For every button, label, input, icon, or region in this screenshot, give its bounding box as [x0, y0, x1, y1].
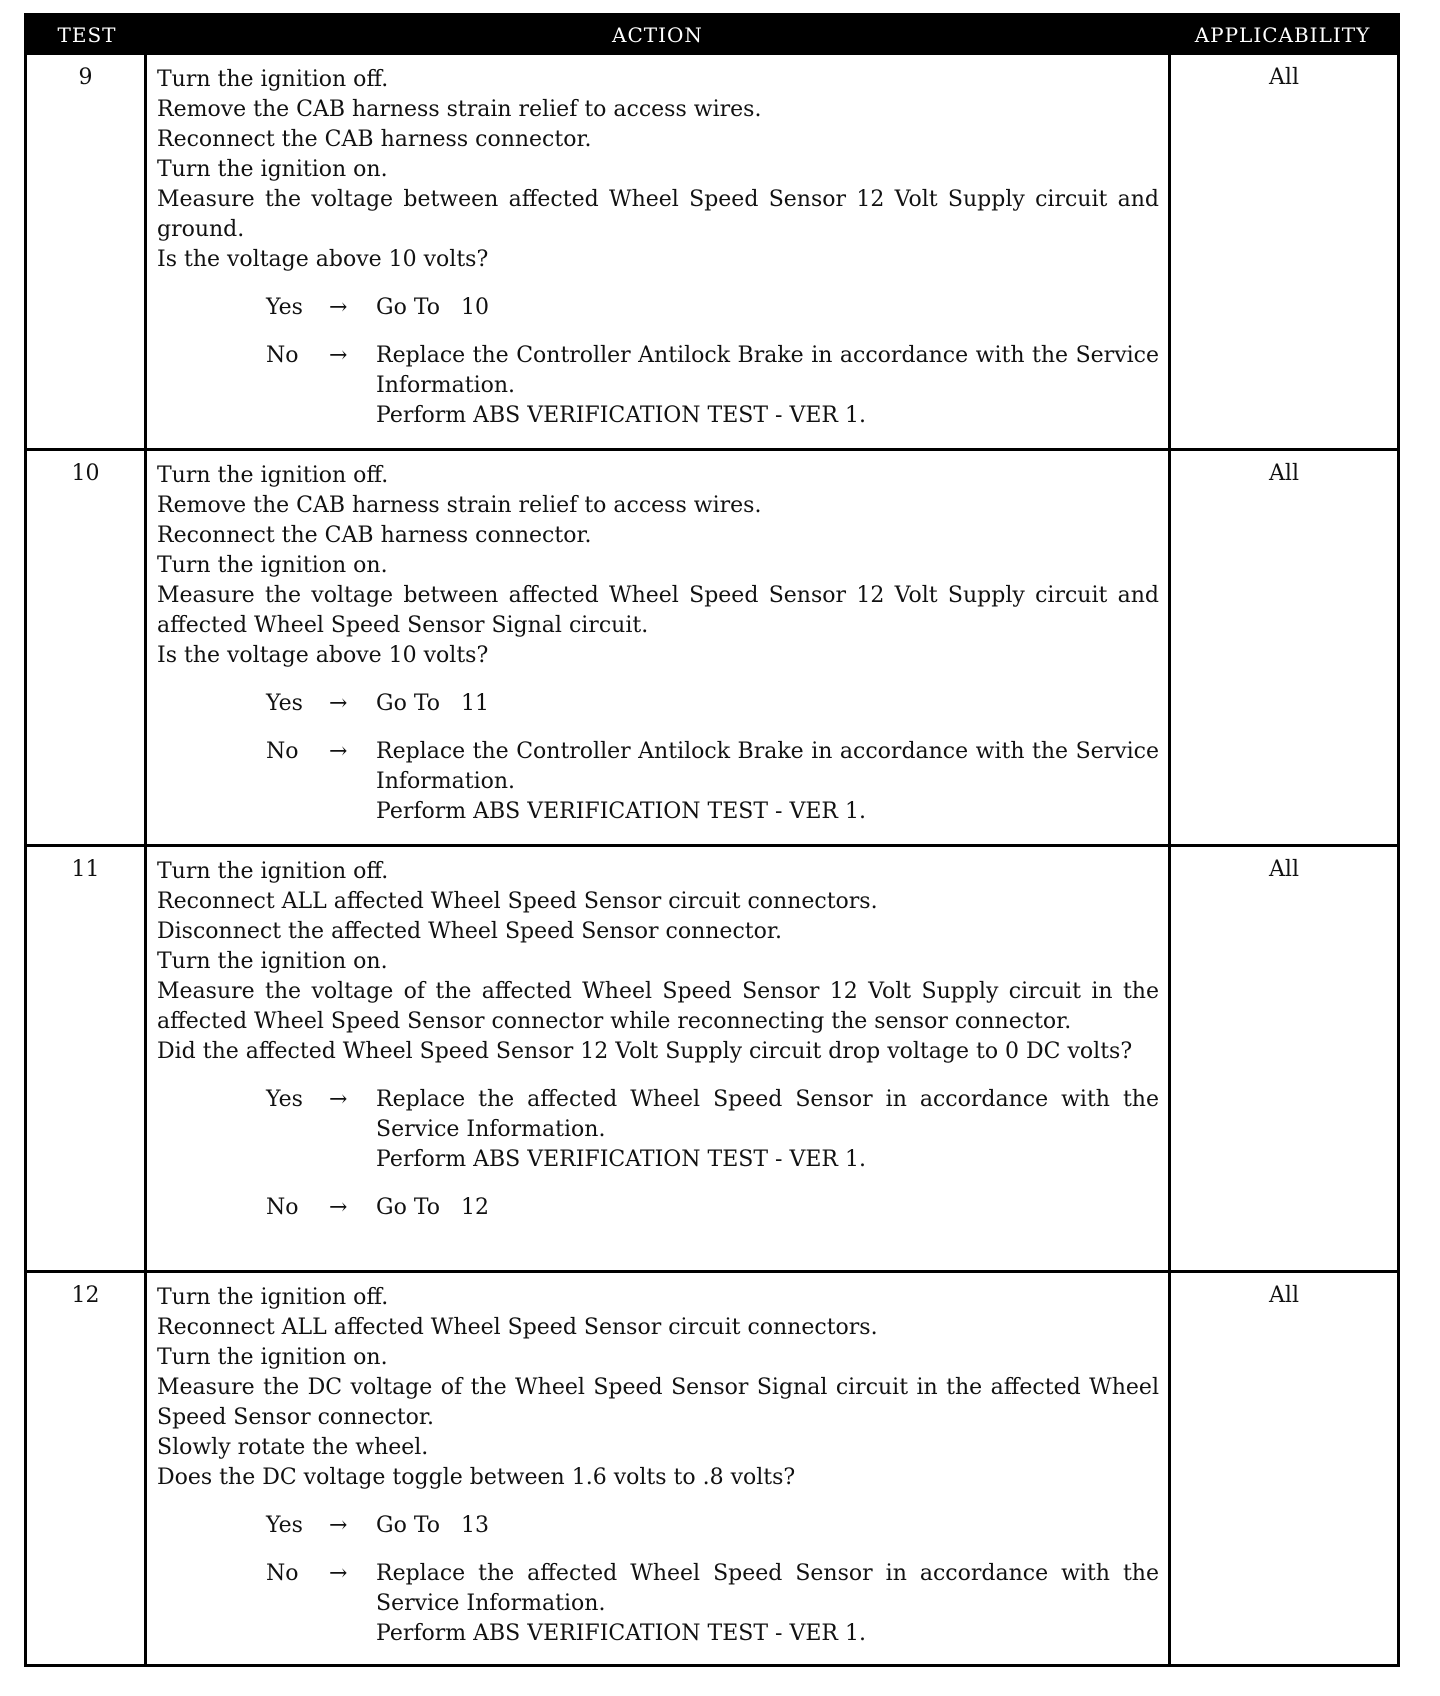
no-result: Perform ABS VERIFICATION TEST - VER 1.: [376, 799, 866, 824]
yes-result: Go To 11: [376, 691, 489, 716]
no-branch: [157, 1559, 1159, 1649]
arrow-icon: →: [329, 1513, 348, 1538]
arrow-icon: →: [329, 1195, 348, 1220]
no-branch: [157, 341, 1159, 431]
step: Reconnect ALL affected Wheel Speed Sensor circuit connectors.: [157, 1315, 878, 1340]
action-cell: [150, 451, 1165, 844]
arrow-icon: →: [329, 739, 348, 764]
step: Reconnect the CAB harness connector.: [157, 523, 592, 548]
applicability-cell: All: [1168, 1273, 1397, 1664]
table-header: [27, 16, 1397, 55]
step: Reconnect the CAB harness connector.: [157, 127, 592, 152]
action-cell: [150, 847, 1165, 1270]
no-label: No: [266, 1195, 299, 1220]
step: Remove the CAB harness strain relief to access wires.: [157, 493, 762, 518]
no-label: No: [266, 739, 299, 764]
step: Disconnect the affected Wheel Speed Sensor connector.: [157, 919, 782, 944]
test-number: 10: [27, 451, 147, 844]
action-cell: [150, 1273, 1165, 1664]
step: Turn the ignition off.: [157, 463, 389, 488]
step: Turn the ignition on.: [157, 1345, 388, 1370]
step: Measure the voltage of the affected Wheel Speed Sensor 12 Volt Supply circuit in the affected Wheel Speed Sensor connector while reconnecting the sensor connector.: [157, 979, 1159, 1034]
yes-result: Go To 10: [376, 295, 489, 320]
step: Is the voltage above 10 volts?: [157, 643, 489, 668]
applicability-cell: All: [1168, 451, 1397, 844]
arrow-icon: →: [329, 1087, 348, 1112]
yes-result: Perform ABS VERIFICATION TEST - VER 1.: [376, 1147, 866, 1172]
applicability-cell: All: [1168, 847, 1397, 1270]
test-number: 12: [27, 1273, 147, 1664]
arrow-icon: →: [329, 691, 348, 716]
yes-label: Yes: [266, 1087, 303, 1112]
header-applicability: APPLICABILITY: [1194, 23, 1371, 47]
no-branch: [157, 1193, 1159, 1223]
yes-branch: [157, 293, 1159, 323]
yes-label: Yes: [266, 1513, 303, 1538]
arrow-icon: →: [329, 1561, 348, 1586]
step: Turn the ignition on.: [157, 157, 388, 182]
yes-result: Go To 13: [376, 1513, 489, 1538]
step: Remove the CAB harness strain relief to access wires.: [157, 97, 762, 122]
applicability-cell: All: [1168, 55, 1397, 448]
yes-label: Yes: [266, 691, 303, 716]
yes-branch: [157, 1511, 1159, 1541]
step: Measure the voltage between affected Wheel Speed Sensor 12 Volt Supply circuit and ground.: [157, 187, 1159, 242]
table-row: [27, 847, 1397, 1273]
no-branch: [157, 737, 1159, 827]
no-result: Go To 12: [376, 1195, 489, 1220]
no-result: Perform ABS VERIFICATION TEST - VER 1.: [376, 1621, 866, 1646]
step: Does the DC voltage toggle between 1.6 volts to .8 volts?: [157, 1465, 796, 1490]
step: Did the affected Wheel Speed Sensor 12 Volt Supply circuit drop voltage to 0 DC volts?: [157, 1039, 1133, 1064]
yes-label: Yes: [266, 295, 303, 320]
step: Turn the ignition on.: [157, 553, 388, 578]
action-cell: [150, 55, 1165, 448]
header-test: TEST: [57, 23, 117, 47]
step: Turn the ignition on.: [157, 949, 388, 974]
no-label: No: [266, 343, 299, 368]
arrow-icon: →: [329, 343, 348, 368]
table-row: [27, 1273, 1397, 1664]
step: Measure the DC voltage of the Wheel Speed Sensor Signal circuit in the affected Wheel Speed Sensor connector.: [157, 1375, 1159, 1430]
yes-branch: [157, 689, 1159, 719]
step: Reconnect ALL affected Wheel Speed Sensor circuit connectors.: [157, 889, 878, 914]
header-action: ACTION: [612, 23, 703, 47]
table-row: [27, 451, 1397, 847]
step: Turn the ignition off.: [157, 859, 389, 884]
no-label: No: [266, 1561, 299, 1586]
yes-result: Replace the affected Wheel Speed Sensor in accordance with the Service Information.: [376, 1087, 1159, 1142]
step: Turn the ignition off.: [157, 1285, 389, 1310]
no-result: Replace the affected Wheel Speed Sensor in accordance with the Service Information.: [376, 1561, 1159, 1616]
diagnostic-test-table: [24, 13, 1400, 1667]
table-row: [27, 55, 1397, 451]
step: Measure the voltage between affected Wheel Speed Sensor 12 Volt Supply circuit and affected Wheel Speed Sensor Signal circuit.: [157, 583, 1159, 638]
step: Slowly rotate the wheel.: [157, 1435, 429, 1460]
test-number: 11: [27, 847, 147, 1270]
no-result: Perform ABS VERIFICATION TEST - VER 1.: [376, 403, 866, 428]
arrow-icon: →: [329, 295, 348, 320]
test-number: 9: [27, 55, 147, 448]
step: Turn the ignition off.: [157, 67, 389, 92]
no-result: Replace the Controller Antilock Brake in accordance with the Service Information.: [376, 739, 1159, 794]
yes-branch: [157, 1085, 1159, 1175]
no-result: Replace the Controller Antilock Brake in accordance with the Service Information.: [376, 343, 1159, 398]
step: Is the voltage above 10 volts?: [157, 247, 489, 272]
